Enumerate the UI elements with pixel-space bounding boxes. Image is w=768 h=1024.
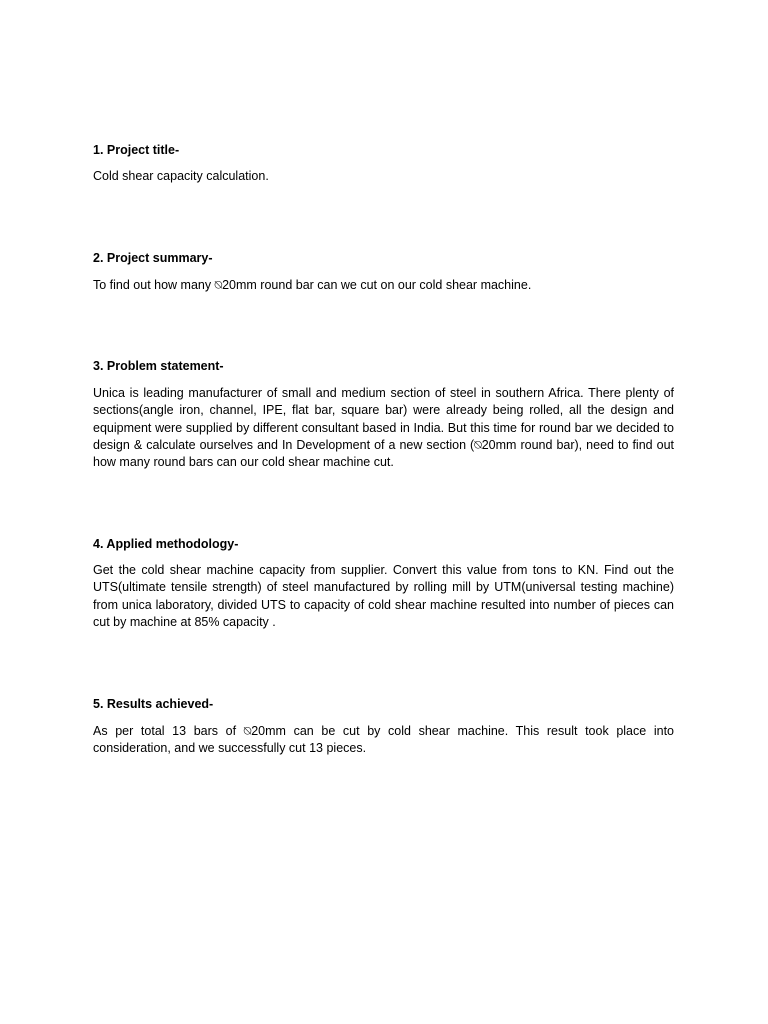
- section-body: As per total 13 bars of ⍉20mm can be cut by cold shear machine. This result took place into consideration, and we successfully cut 13 pieces.: [93, 724, 674, 756]
- section-heading: 5. Results achieved-: [93, 697, 214, 711]
- section-problem-statement: [93, 358, 674, 471]
- section-heading: 1. Project title-: [93, 143, 180, 157]
- section-body: Cold shear capacity calculation.: [93, 169, 269, 183]
- section-heading: 4. Applied methodology-: [93, 537, 239, 551]
- section-project-title: [93, 142, 674, 185]
- section-body: Unica is leading manufacturer of small and medium section of steel in southern Africa. There plenty of sections(angle iron, channel, IPE, flat bar, square bar) were already being rolled, all the design and equipment were supplied by different consultant based in India. But this time for round bar we decided to design & calculate ourselves and In Development of a new section (⍉20mm round bar), need to find out how many round bars can our cold shear machine cut.: [93, 386, 674, 470]
- section-body: To find out how many ⍉20mm round bar can we cut on our cold shear machine.: [93, 278, 532, 292]
- section-results-achieved: [93, 696, 674, 758]
- section-applied-methodology: [93, 536, 674, 631]
- section-heading: 2. Project summary-: [93, 251, 213, 265]
- section-heading: 3. Problem statement-: [93, 359, 224, 373]
- section-project-summary: [93, 250, 674, 294]
- section-body: Get the cold shear machine capacity from supplier. Convert this value from tons to KN. Find out the UTS(ultimate tensile strength) of steel manufactured by rolling mill by UTM(universal testing machine) from unica laboratory, divided UTS to capacity of cold shear machine resulted into number of pieces can cut by machine at 85% capacity .: [93, 563, 674, 629]
